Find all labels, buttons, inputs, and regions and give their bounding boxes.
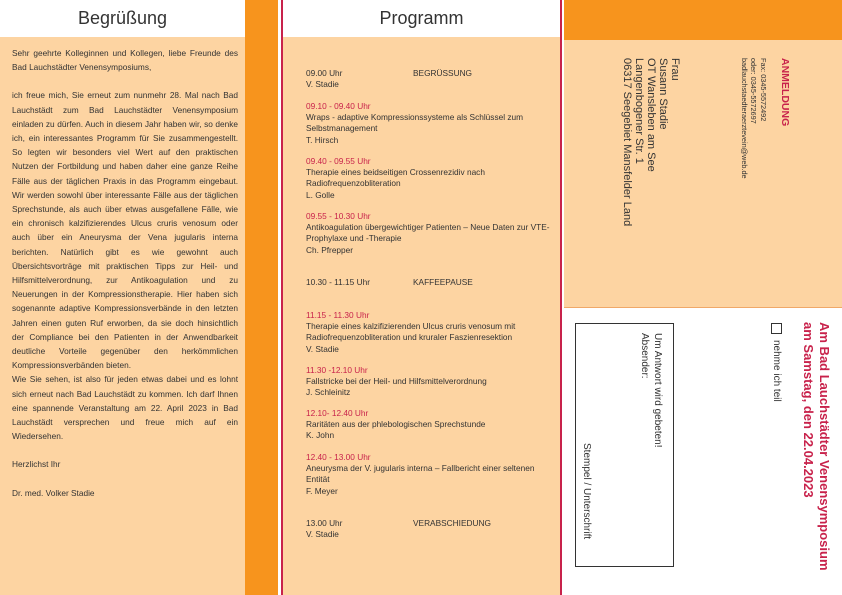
- program-label: KAFFEEPAUSE: [413, 277, 473, 287]
- greeting-body-1: ich freue mich, Sie erneut zum nunmehr 28. Mal nach Bad Lauchstädt zum Bad Lauchstädter Venensymposium einladen zu dürfen. Auch in diesem Jahr haben wir, so denke ich, ein interessantes Programm für Sie zusammengestellt. So legten wir besonders viel Wert auf den praktischen Nutzen der Fortbildung und haben daher eine ganze Reihe Fälle aus der täglichen Praxis in das Programm eingebaut. Wir werden sowohl über interessante Fälle aus der täglichen Sprechstunde, als auch über etwas ausgefallene Fälle, wie ein chronisch kalzifizierendes Ulcus cruris venosum oder auch über ein Aneurysma der Vena jugularis interna berichten. Natürlich gibt es wie gewohnt auch Übersichtsvorträge mit praktischen Tipps zur Heil- und Hilfsmittelverordnung, zur Antikoagulation und zu Neuerungen in der Kompressionstherapie. Hier haben sich sogenannte adaptive Kompressionsverbände in den letzten Jahren einen guten Ruf erworben, da sie doch hinsichtlich der Compliance bei den Patienten in der Anwendbarkeit deutliche Vorteile gegenüber den herkömmlichen Kompressionsverbänden bieten.: [12, 90, 238, 371]
- program-speaker: V. Stadie: [306, 529, 339, 540]
- attendance-option[interactable]: [771, 323, 782, 402]
- attendance-checkbox[interactable]: [771, 323, 782, 334]
- program-time: 12.40 - 13.00 Uhr: [306, 452, 371, 462]
- program-title: Aneurysma der V. jugularis interna – Fallbericht einer seltenen Entität: [306, 463, 535, 485]
- program-speaker: V. Stadie: [306, 79, 339, 90]
- program-time: 10.30 - 11.15 Uhr: [306, 277, 370, 287]
- address-line: Susann Stadie: [657, 58, 669, 130]
- registration-email: badlauchstaedteraerztevein@web.de: [740, 58, 749, 179]
- fold-line: [564, 307, 842, 308]
- program-time: 12.10- 12.40 Uhr: [306, 408, 369, 418]
- program-item: [306, 156, 556, 201]
- greeting-letter: [12, 46, 238, 514]
- program-item: [306, 277, 556, 288]
- program-speaker: Ch. Pfrepper: [306, 244, 354, 255]
- recipient-address: [621, 58, 681, 226]
- program-item: [306, 408, 556, 442]
- program-heading: Programm: [379, 8, 464, 28]
- orange-strip: [564, 0, 842, 40]
- reply-request: [638, 333, 664, 448]
- registration-fax: Fax: 0345-5572492: [759, 58, 768, 122]
- address-line: Frau: [669, 58, 681, 81]
- greeting-salutation: Sehr geehrte Kolleginnen und Kollegen, liebe Freunde des Bad Lauchstädter Venensymposiums,: [12, 48, 238, 73]
- program-item: [306, 101, 556, 146]
- registration-title: ANMELDUNG: [779, 58, 791, 127]
- registration-header: [779, 58, 791, 126]
- reply-line-2: Absender:: [639, 333, 650, 379]
- program-panel: [281, 0, 562, 595]
- program-time: 11.15 - 11.30 Uhr: [306, 310, 370, 320]
- address-line: Langenbogener Str. 1: [633, 58, 645, 164]
- program-label: BEGRÜSSUNG: [413, 68, 473, 78]
- program-time: 11.30 -12.10 Uhr: [306, 365, 368, 375]
- program-speaker: K. John: [306, 430, 335, 441]
- program-speaker: T. Hirsch: [306, 134, 339, 145]
- program-title: Raritäten aus der phlebologischen Sprechstunde: [306, 419, 486, 430]
- program-item: [306, 452, 556, 497]
- greeting-header: [0, 0, 245, 37]
- registration-address-side: [564, 0, 842, 307]
- program-speaker: V. Stadie: [306, 343, 339, 354]
- program-item: [306, 518, 556, 540]
- program-header: [283, 0, 560, 37]
- program-speaker: L. Golle: [306, 189, 335, 200]
- program-speaker: F. Meyer: [306, 485, 338, 496]
- greeting-closing: Herzlichst Ihr: [12, 459, 61, 470]
- event-title: [801, 322, 832, 571]
- program-title: Therapie eines kalzifizierenden Ulcus cruris venosum mit Radiofrequenzobliteration und kruraler Faszienresektion: [306, 321, 516, 343]
- program-speaker: J. Schleinitz: [306, 387, 351, 398]
- greeting-body-2: Wie Sie sehen, ist also für jeden etwas dabei und es lohnt sich erneut nach Bad Lauchstädt zu kommen. Ich darf Ihnen eine spannende Veranstaltung am 22. April 2023 in Bad Lauchstädt versprechen und freue mich auf ein Wiedersehen.: [12, 374, 238, 442]
- greeting-signature: Dr. med. Volker Stadie: [12, 487, 95, 498]
- program-time: 09.10 - 09.40 Uhr: [306, 101, 371, 111]
- registration-contact: [740, 58, 769, 179]
- program-title: Antikoagulation übergewichtiger Patienten – Neue Daten zur VTE-Prophylaxe und -Therapie: [306, 222, 550, 244]
- registration-phone: oder: 0345-5572697: [749, 58, 759, 124]
- program-label: VERABSCHIEDUNG: [413, 518, 491, 528]
- program-item: [306, 211, 556, 256]
- address-line: 06317 Seegebiet Mansfelder Land: [621, 58, 633, 227]
- program-time: 09.00 Uhr: [306, 68, 343, 78]
- program-time: 09.55 - 10.30 Uhr: [306, 211, 371, 221]
- address-line: OT Wansleben am See: [645, 58, 657, 172]
- greeting-panel: [0, 0, 245, 595]
- program-time: 09.40 - 09.55 Uhr: [306, 156, 371, 166]
- program-item: [306, 310, 556, 355]
- event-line-1: Am Bad Lauchstädter Venensymposium: [817, 322, 832, 571]
- program-item: [306, 68, 556, 90]
- program-title: Fallstricke bei der Heil- und Hilfsmittelverordnung: [306, 376, 487, 387]
- orange-divider: [245, 0, 278, 595]
- greeting-heading: Begrüßung: [77, 8, 168, 28]
- program-title: Wraps - adaptive Kompressionssysteme als Schlüssel zum Selbstmanagement: [306, 112, 524, 134]
- program-item: [306, 365, 556, 399]
- attendance-label: nehme ich teil: [771, 340, 782, 402]
- program-time: 13.00 Uhr: [306, 518, 343, 528]
- event-line-2: am Samstag, den 22.04.2023: [801, 322, 817, 498]
- stamp-signature-label: [580, 443, 593, 539]
- program-title: Therapie eines beidseitigen Crossenrezidiv nach Radiofrequenzobliteration: [306, 167, 485, 189]
- stamp-signature-text: Stempel / Unterschrift: [581, 443, 592, 540]
- reply-line-1: Um Antwort wird gebeten!: [652, 333, 663, 448]
